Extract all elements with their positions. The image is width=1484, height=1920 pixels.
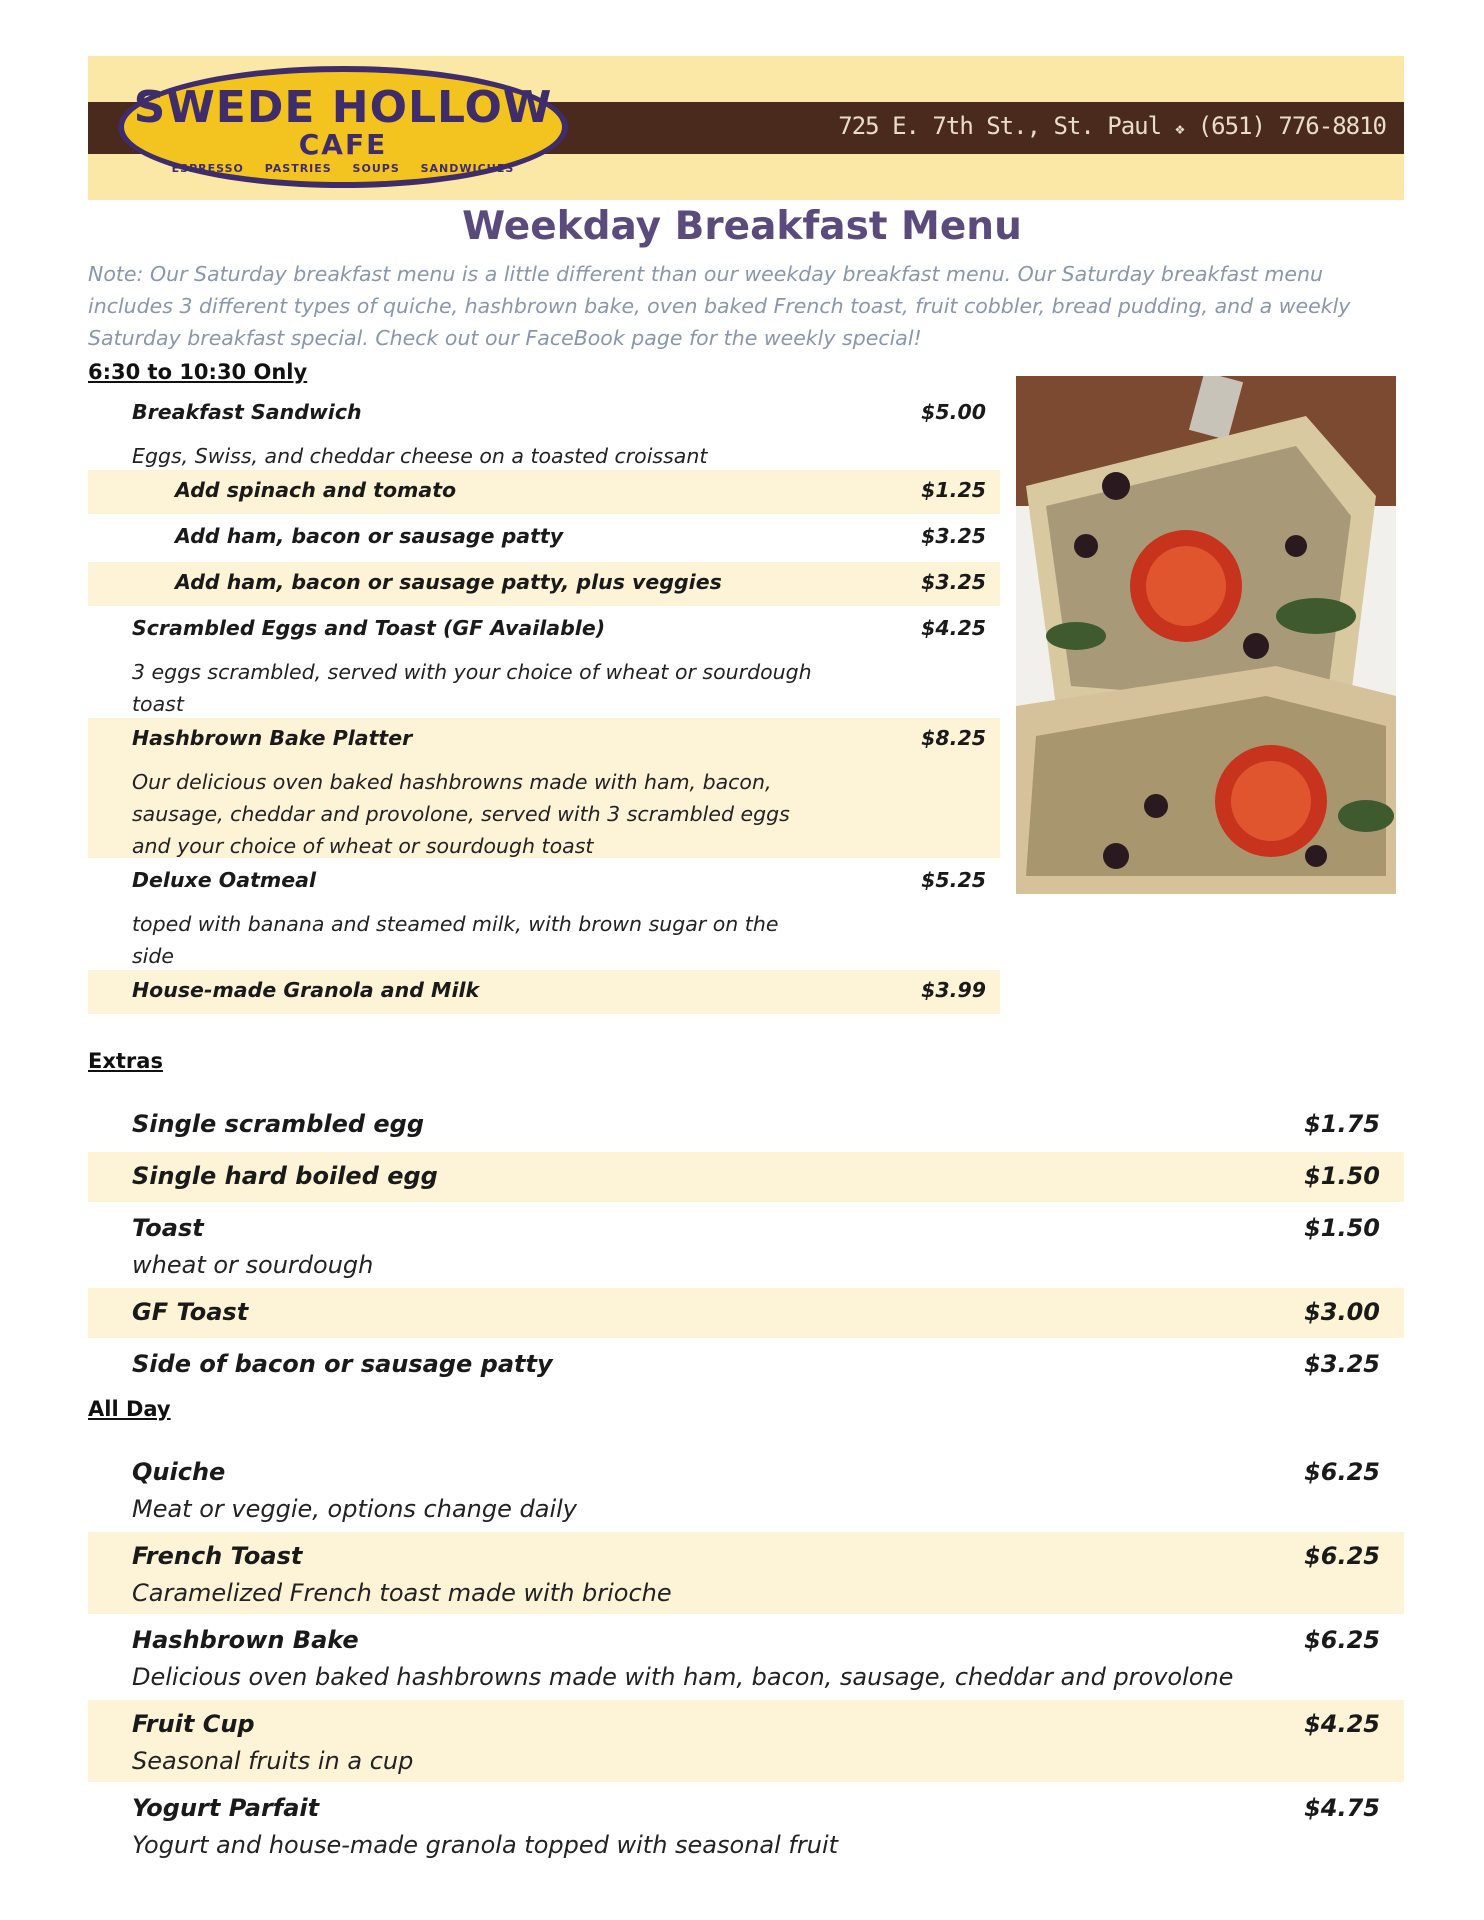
menu-item [88,1100,1404,1150]
item-desc: Eggs, Swiss, and cheddar cheese on a toasted croissant [132,444,708,468]
address: 725 E. 7th St., St. Paul [838,112,1162,140]
item-price: $4.75 [1304,1794,1380,1822]
item-price: $4.25 [1304,1710,1380,1738]
menu-item [88,860,1000,968]
saturday-note: Note: Our Saturday breakfast menu is a little different than our weekday breakfast menu. Our Saturday breakfast menu includes 3 different types of quiche, hashbrown bake, oven baked French toast, fruit cobbler, bread pudding, and a weekly Saturday breakfast special. Check out our FaceBook page for the weekly special! [88,262,1351,350]
menu-item [88,392,1000,468]
logo-name: SWEDE HOLLOW [133,82,553,133]
item-desc: wheat or sourdough [132,1251,374,1279]
item-desc [132,656,812,720]
menu-item [88,608,1000,716]
menu-item [88,1204,1404,1286]
menu-item [88,970,1000,1014]
logo-tagline-word: PASTRIES [264,162,332,175]
item-name: French Toast [132,1542,303,1570]
quiche-photo-icon [1016,376,1396,894]
quiche-photo [1016,376,1396,894]
menu-item [88,562,1000,606]
item-desc-line: side [132,944,175,968]
menu-item [88,1700,1404,1782]
item-name: Toast [132,1214,204,1242]
item-price: $3.25 [1304,1350,1380,1378]
menu-item [88,1152,1404,1202]
item-desc: Meat or veggie, options change daily [132,1495,577,1523]
item-price: $5.25 [921,868,986,892]
phone: (651) 776-8810 [1197,112,1386,140]
logo-tagline-word: SANDWICHES [420,162,515,175]
item-price: $6.25 [1304,1626,1380,1654]
item-name: GF Toast [132,1298,249,1326]
item-price: $1.75 [1304,1110,1380,1138]
contact-info [838,112,1386,140]
item-name: Yogurt Parfait [132,1794,320,1822]
item-name: Deluxe Oatmeal [132,868,316,892]
item-price: $3.25 [921,570,986,594]
item-desc [132,766,790,862]
menu-item [88,1288,1404,1338]
item-price: $1.50 [1304,1162,1380,1190]
item-price: $6.25 [1304,1542,1380,1570]
logo-tagline [124,162,562,175]
section-heading-extras: Extras [88,1049,163,1073]
logo-cafe: CAFE [298,128,388,161]
item-desc: Yogurt and house-made granola topped with seasonal fruit [132,1831,839,1859]
item-price: $5.00 [921,400,986,424]
header-banner [88,56,1404,200]
logo-tagline-word: SOUPS [352,162,400,175]
item-price: $1.50 [1304,1214,1380,1242]
item-name: Hashbrown Bake [132,1626,359,1654]
menu-item [88,1616,1404,1698]
item-price: $1.25 [921,478,986,502]
item-name: Side of bacon or sausage patty [132,1350,553,1378]
item-name: House-made Granola and Milk [132,978,480,1002]
menu-item [88,1532,1404,1614]
item-price: $4.25 [921,616,986,640]
item-name: Single scrambled egg [132,1110,425,1138]
menu-item [88,470,1000,514]
item-price: $3.25 [921,524,986,548]
item-price: $8.25 [921,726,986,750]
item-desc: Delicious oven baked hashbrowns made with ham, bacon, sausage, cheddar and provolone [132,1663,1234,1691]
section-heading-allday: All Day [88,1397,171,1421]
item-desc: Seasonal fruits in a cup [132,1747,414,1775]
item-desc-line: and your choice of wheat or sourdough toast [132,834,594,858]
item-name: Hashbrown Bake Platter [132,726,413,750]
logo-tagline-word: ESPRESSO [171,162,244,175]
menu-title: Weekday Breakfast Menu [462,204,1022,249]
item-name: Add spinach and tomato [175,478,457,502]
item-desc: Caramelized French toast made with brioche [132,1579,672,1607]
item-name: Add ham, bacon or sausage patty, plus veggies [175,570,722,594]
item-desc-line: 3 eggs scrambled, served with your choice of wheat or sourdough [132,660,812,684]
menu-item [88,516,1000,560]
menu-item [88,718,1000,858]
section-heading-morning: 6:30 to 10:30 Only [88,360,308,384]
menu-item [88,1340,1404,1390]
item-price: $3.00 [1304,1298,1380,1326]
item-name: Fruit Cup [132,1710,255,1738]
menu-item [88,1448,1404,1530]
item-name: Scrambled Eggs and Toast (GF Available) [132,616,606,640]
item-name: Quiche [132,1458,226,1486]
item-desc [132,908,778,972]
item-price: $3.99 [921,978,986,1002]
diamond-separator-icon: ❖ [1175,119,1184,138]
item-name: Breakfast Sandwich [132,400,362,424]
item-desc-line: toast [132,692,184,716]
item-desc-line: Our delicious oven baked hashbrowns made with ham, bacon, [132,770,772,794]
menu-item [88,1784,1404,1866]
item-name: Add ham, bacon or sausage patty [175,524,564,548]
item-name: Single hard boiled egg [132,1162,438,1190]
cafe-logo [118,66,568,188]
item-price: $6.25 [1304,1458,1380,1486]
item-desc-line: toped with banana and steamed milk, with brown sugar on the [132,912,779,936]
item-desc-line: sausage, cheddar and provolone, served with 3 scrambled eggs [132,802,790,826]
